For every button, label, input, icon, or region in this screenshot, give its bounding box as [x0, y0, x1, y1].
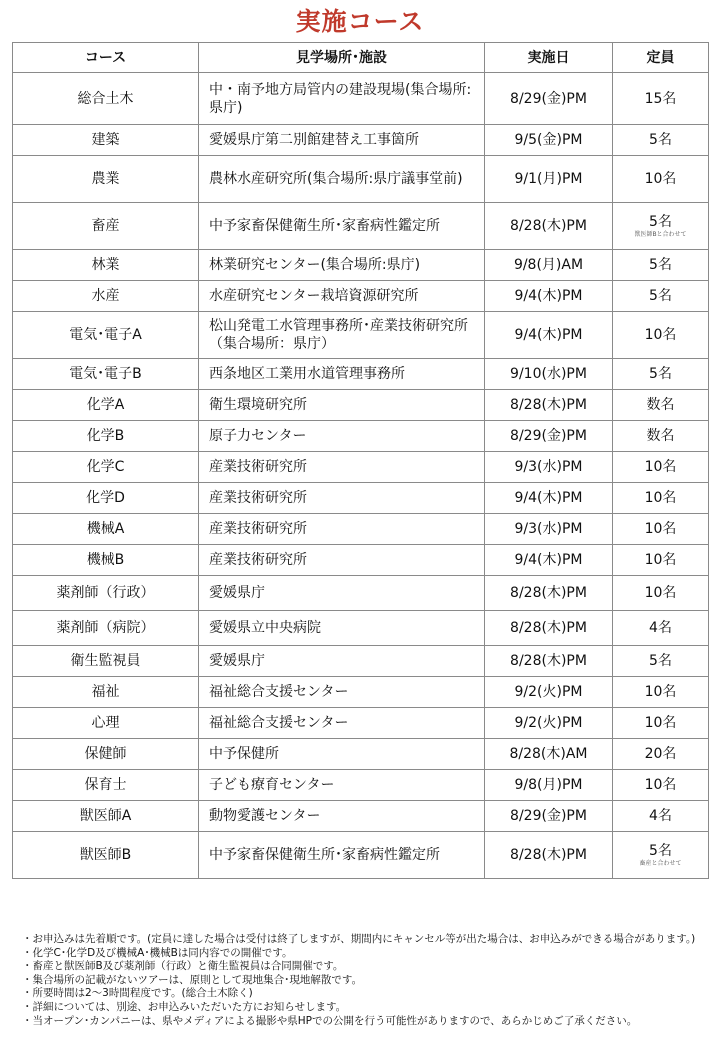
capacity-cell: [613, 801, 709, 832]
capacity-cell-text: 10名: [644, 459, 677, 475]
note-item: ・詳細については、別途、お申込みいただいた方にお知らせします。: [22, 1000, 347, 1013]
table-row: [13, 770, 709, 801]
course-cell-text: 総合土木: [77, 90, 134, 107]
capacity-cell-text: 10名: [644, 585, 677, 601]
place-cell: [199, 514, 485, 545]
course-cell: [13, 739, 199, 770]
table-row: [13, 156, 709, 203]
table-row: [13, 576, 709, 611]
date-cell: [485, 421, 613, 452]
capacity-cell-text: 10名: [644, 777, 677, 793]
date-cell: [485, 73, 613, 125]
course-cell: [13, 452, 199, 483]
place-cell-text: 林業研究センター(集合場所:県庁): [209, 257, 421, 273]
place-cell: [199, 646, 485, 677]
place-cell: [199, 250, 485, 281]
place-cell-text: 愛媛県庁: [209, 653, 265, 669]
place-cell: [199, 801, 485, 832]
capacity-cell: [613, 483, 709, 514]
course-cell-text: 保健師: [84, 746, 127, 762]
course-cell-text: 化学B: [86, 428, 125, 444]
course-cell-text: 化学C: [86, 459, 125, 475]
course-cell: [13, 156, 199, 203]
capacity-cell-text: 5名: [649, 843, 672, 859]
table-row: [13, 646, 709, 677]
place-cell: [199, 677, 485, 708]
table-row: [13, 708, 709, 739]
capacity-cell: [613, 203, 709, 250]
course-cell-text: 薬剤師（行政）: [56, 585, 155, 601]
course-cell: [13, 514, 199, 545]
course-cell: [13, 281, 199, 312]
course-cell: [13, 73, 199, 125]
place-cell-text: 水産研究センター栽培資源研究所: [209, 288, 419, 304]
capacity-cell: [613, 770, 709, 801]
place-cell-text: 中予保健所: [209, 746, 279, 762]
course-cell-text: 獣医師A: [79, 808, 132, 824]
date-cell: [485, 514, 613, 545]
capacity-cell: [613, 611, 709, 646]
capacity-cell-text: 10名: [644, 327, 677, 343]
course-cell-text: 機械B: [86, 552, 125, 568]
date-cell: [485, 576, 613, 611]
date-cell-text: 9/1(月)PM: [514, 171, 583, 187]
date-cell-text: 8/29(金)PM: [510, 90, 587, 107]
course-cell: [13, 483, 199, 514]
capacity-cell-text: 5名: [649, 366, 672, 382]
capacity-cell: [613, 545, 709, 576]
place-cell: [199, 73, 485, 125]
capacity-cell-text: 5名: [649, 653, 672, 669]
capacity-cell: [613, 677, 709, 708]
course-cell-text: 衛生監視員: [70, 653, 141, 669]
table-row: [13, 832, 709, 879]
capacity-cell-text: 5名: [649, 214, 672, 230]
date-cell: [485, 390, 613, 421]
capacity-cell-text: 10名: [644, 171, 677, 187]
capacity-cell-text: 20名: [644, 746, 677, 762]
place-cell-text: 産業技術研究所: [209, 552, 307, 568]
date-cell-text: 8/28(木)PM: [510, 620, 587, 636]
date-cell: [485, 156, 613, 203]
capacity-cell: [613, 832, 709, 879]
date-cell-text: 9/4(木)PM: [514, 327, 583, 343]
course-cell-text: 農業: [91, 171, 120, 187]
capacity-cell-text: 10名: [644, 552, 677, 568]
date-cell: [485, 452, 613, 483]
place-cell-text: 原子力センター: [209, 428, 307, 444]
date-cell-text: 9/4(木)PM: [514, 288, 583, 304]
note-item: ・集合場所の記載がないツアーは、原則として現地集合･現地解散です。: [22, 973, 363, 986]
place-cell-text: 産業技術研究所: [209, 521, 307, 537]
date-cell: [485, 677, 613, 708]
date-cell-text: 9/3(水)PM: [514, 521, 583, 537]
table-row: [13, 203, 709, 250]
course-cell: [13, 312, 199, 359]
header-date: 実施日: [485, 43, 613, 73]
course-cell: [13, 250, 199, 281]
date-cell: [485, 611, 613, 646]
course-cell: [13, 832, 199, 879]
table-row: [13, 359, 709, 390]
course-cell-text: 保育士: [84, 777, 127, 793]
place-cell-text: 西条地区工業用水道管理事務所: [209, 366, 405, 382]
course-cell-text: 心理: [91, 715, 120, 731]
table-row: [13, 483, 709, 514]
place-cell-text: 子ども療育センター: [209, 777, 335, 793]
table-row: [13, 801, 709, 832]
place-cell-text: 中予家畜保健衛生所･家畜病性鑑定所: [209, 218, 440, 234]
capacity-note: 獣医師Bと合わせて: [634, 231, 687, 238]
capacity-cell: [613, 514, 709, 545]
date-cell-text: 8/28(木)PM: [510, 653, 587, 669]
place-cell: [199, 770, 485, 801]
date-cell: [485, 708, 613, 739]
table-row: [13, 452, 709, 483]
date-cell: [485, 801, 613, 832]
capacity-cell: [613, 156, 709, 203]
course-cell-text: 福祉: [91, 684, 120, 700]
place-cell: [199, 483, 485, 514]
place-cell-text: 松山発電工水管理事務所･産業技術研究所（集合場所：県庁）: [209, 318, 468, 352]
place-cell: [199, 281, 485, 312]
date-cell-text: 8/28(木)AM: [509, 746, 588, 762]
place-cell-text: 産業技術研究所: [209, 490, 307, 506]
page-title: 実施コース: [295, 7, 425, 36]
course-cell-text: 水産: [91, 288, 120, 304]
capacity-cell: [613, 73, 709, 125]
capacity-cell: [613, 452, 709, 483]
date-cell: [485, 483, 613, 514]
place-cell-text: 愛媛県立中央病院: [209, 620, 321, 636]
table-row: [13, 73, 709, 125]
course-cell: [13, 801, 199, 832]
note-item: ・化学C･化学D及び機械A･機械Bは同内容での開催です。: [22, 946, 293, 959]
capacity-cell-text: 5名: [649, 288, 672, 304]
date-cell-text: 9/4(木)PM: [514, 552, 583, 568]
course-cell: [13, 611, 199, 646]
course-cell: [13, 421, 199, 452]
date-cell-text: 8/28(木)PM: [510, 218, 587, 234]
place-cell-text: 中予家畜保健衛生所･家畜病性鑑定所: [209, 847, 440, 863]
table-row: [13, 739, 709, 770]
place-cell: [199, 611, 485, 646]
capacity-cell-text: 15名: [644, 90, 677, 107]
table-row: [13, 421, 709, 452]
capacity-cell: [613, 390, 709, 421]
course-table: [12, 42, 709, 879]
date-cell-text: 8/28(木)PM: [510, 585, 587, 601]
capacity-cell-text: 10名: [644, 684, 677, 700]
date-cell-text: 9/10(水)PM: [510, 366, 587, 382]
place-cell: [199, 359, 485, 390]
course-cell-text: 薬剤師（病院）: [56, 620, 155, 636]
place-cell: [199, 421, 485, 452]
table-body: [13, 73, 709, 879]
course-cell: [13, 359, 199, 390]
place-cell: [199, 452, 485, 483]
date-cell: [485, 832, 613, 879]
course-cell: [13, 677, 199, 708]
place-cell-text: 福祉総合支援センター: [209, 684, 349, 700]
date-cell: [485, 359, 613, 390]
date-cell-text: 9/8(月)PM: [514, 777, 583, 793]
date-cell-text: 9/8(月)AM: [513, 257, 584, 273]
course-cell: [13, 203, 199, 250]
header-course: コース: [13, 43, 199, 73]
capacity-cell: [613, 576, 709, 611]
date-cell: [485, 739, 613, 770]
date-cell-text: 9/2(火)PM: [514, 684, 583, 700]
header-place: 見学場所･施設: [199, 43, 485, 73]
table-row: [13, 125, 709, 156]
place-cell-text: 農林水産研究所(集合場所:県庁議事堂前): [209, 171, 463, 187]
date-cell-text: 9/3(水)PM: [514, 459, 583, 475]
capacity-cell: [613, 281, 709, 312]
table-row: [13, 611, 709, 646]
capacity-cell-text: 5名: [649, 132, 672, 148]
date-cell: [485, 545, 613, 576]
date-cell: [485, 125, 613, 156]
capacity-note: 畜産と合わせて: [639, 860, 682, 867]
course-cell-text: 電気･電子B: [69, 366, 142, 382]
capacity-cell-text: 10名: [644, 521, 677, 537]
course-cell-text: 林業: [91, 257, 120, 273]
course-cell-text: 化学D: [86, 490, 125, 506]
place-cell: [199, 390, 485, 421]
table-row: [13, 545, 709, 576]
course-cell: [13, 708, 199, 739]
table-row: [13, 281, 709, 312]
capacity-cell: [613, 646, 709, 677]
date-cell-text: 8/29(金)PM: [510, 808, 587, 824]
date-cell-text: 9/5(金)PM: [514, 132, 583, 148]
place-cell: [199, 312, 485, 359]
date-cell-text: 8/29(金)PM: [510, 428, 587, 444]
course-cell: [13, 390, 199, 421]
course-cell-text: 機械A: [86, 521, 125, 537]
course-cell-text: 建築: [91, 132, 120, 148]
place-cell-text: 中・南予地方局管内の建設現場(集合場所:県庁): [209, 81, 472, 116]
place-cell-text: 衛生環境研究所: [209, 397, 307, 413]
note-item: ・所要時間は2～3時間程度です。(総合土木除く): [22, 987, 253, 1000]
date-cell: [485, 646, 613, 677]
date-cell: [485, 203, 613, 250]
capacity-cell: [613, 125, 709, 156]
table-header-row: [13, 43, 709, 73]
place-cell-text: 福祉総合支援センター: [209, 715, 349, 731]
capacity-cell-text: 4名: [649, 620, 672, 636]
capacity-cell-text: 数名: [646, 397, 675, 413]
place-cell-text: 動物愛護センター: [209, 808, 321, 824]
notes-list: [22, 933, 712, 1028]
place-cell: [199, 832, 485, 879]
note-item: ・畜産と獣医師B及び薬剤師（行政）と衛生監視員は合同開催です。: [22, 960, 344, 973]
date-cell-text: 9/2(火)PM: [514, 715, 583, 731]
table-row: [13, 250, 709, 281]
table-row: [13, 390, 709, 421]
place-cell-text: 愛媛県庁: [209, 585, 265, 601]
place-cell: [199, 156, 485, 203]
place-cell: [199, 125, 485, 156]
table-row: [13, 514, 709, 545]
capacity-cell-text: 10名: [644, 715, 677, 731]
place-cell-text: 愛媛県庁第二別館建替え工事箇所: [209, 132, 419, 148]
place-cell: [199, 545, 485, 576]
capacity-cell-text: 4名: [649, 808, 672, 824]
date-cell-text: 8/28(木)PM: [510, 397, 587, 413]
capacity-cell: [613, 312, 709, 359]
course-cell: [13, 576, 199, 611]
capacity-cell: [613, 708, 709, 739]
date-cell-text: 9/4(木)PM: [514, 490, 583, 506]
date-cell: [485, 281, 613, 312]
capacity-cell: [613, 421, 709, 452]
date-cell: [485, 250, 613, 281]
capacity-cell-text: 10名: [644, 490, 677, 506]
capacity-cell-text: 5名: [649, 257, 672, 273]
table-row: [13, 677, 709, 708]
place-cell: [199, 576, 485, 611]
place-cell: [199, 708, 485, 739]
course-cell-text: 獣医師B: [79, 847, 132, 863]
place-cell-text: 産業技術研究所: [209, 459, 307, 475]
date-cell-text: 8/28(木)PM: [510, 847, 587, 863]
capacity-cell: [613, 359, 709, 390]
place-cell: [199, 739, 485, 770]
capacity-cell-text: 数名: [646, 428, 675, 444]
capacity-cell: [613, 250, 709, 281]
capacity-cell: [613, 739, 709, 770]
course-cell-text: 電気･電子A: [69, 327, 142, 343]
course-cell: [13, 545, 199, 576]
note-item: ・お申込みは先着順です。(定員に達した場合は受付は終了しますが、期間内にキャンセル等が出た場合は、お申込みができる場合があります。): [22, 933, 696, 945]
date-cell: [485, 770, 613, 801]
date-cell: [485, 312, 613, 359]
course-cell-text: 畜産: [91, 218, 120, 234]
place-cell: [199, 203, 485, 250]
course-cell: [13, 646, 199, 677]
course-cell: [13, 770, 199, 801]
note-item: ・当オープン･カンパニーは、県やメディアによる撮影や県HPでの公開を行う可能性がありますので、あらかじめご了承ください。: [22, 1014, 638, 1027]
table-row: [13, 312, 709, 359]
course-cell-text: 化学A: [86, 397, 125, 413]
header-capacity: 定員: [613, 43, 709, 73]
course-cell: [13, 125, 199, 156]
